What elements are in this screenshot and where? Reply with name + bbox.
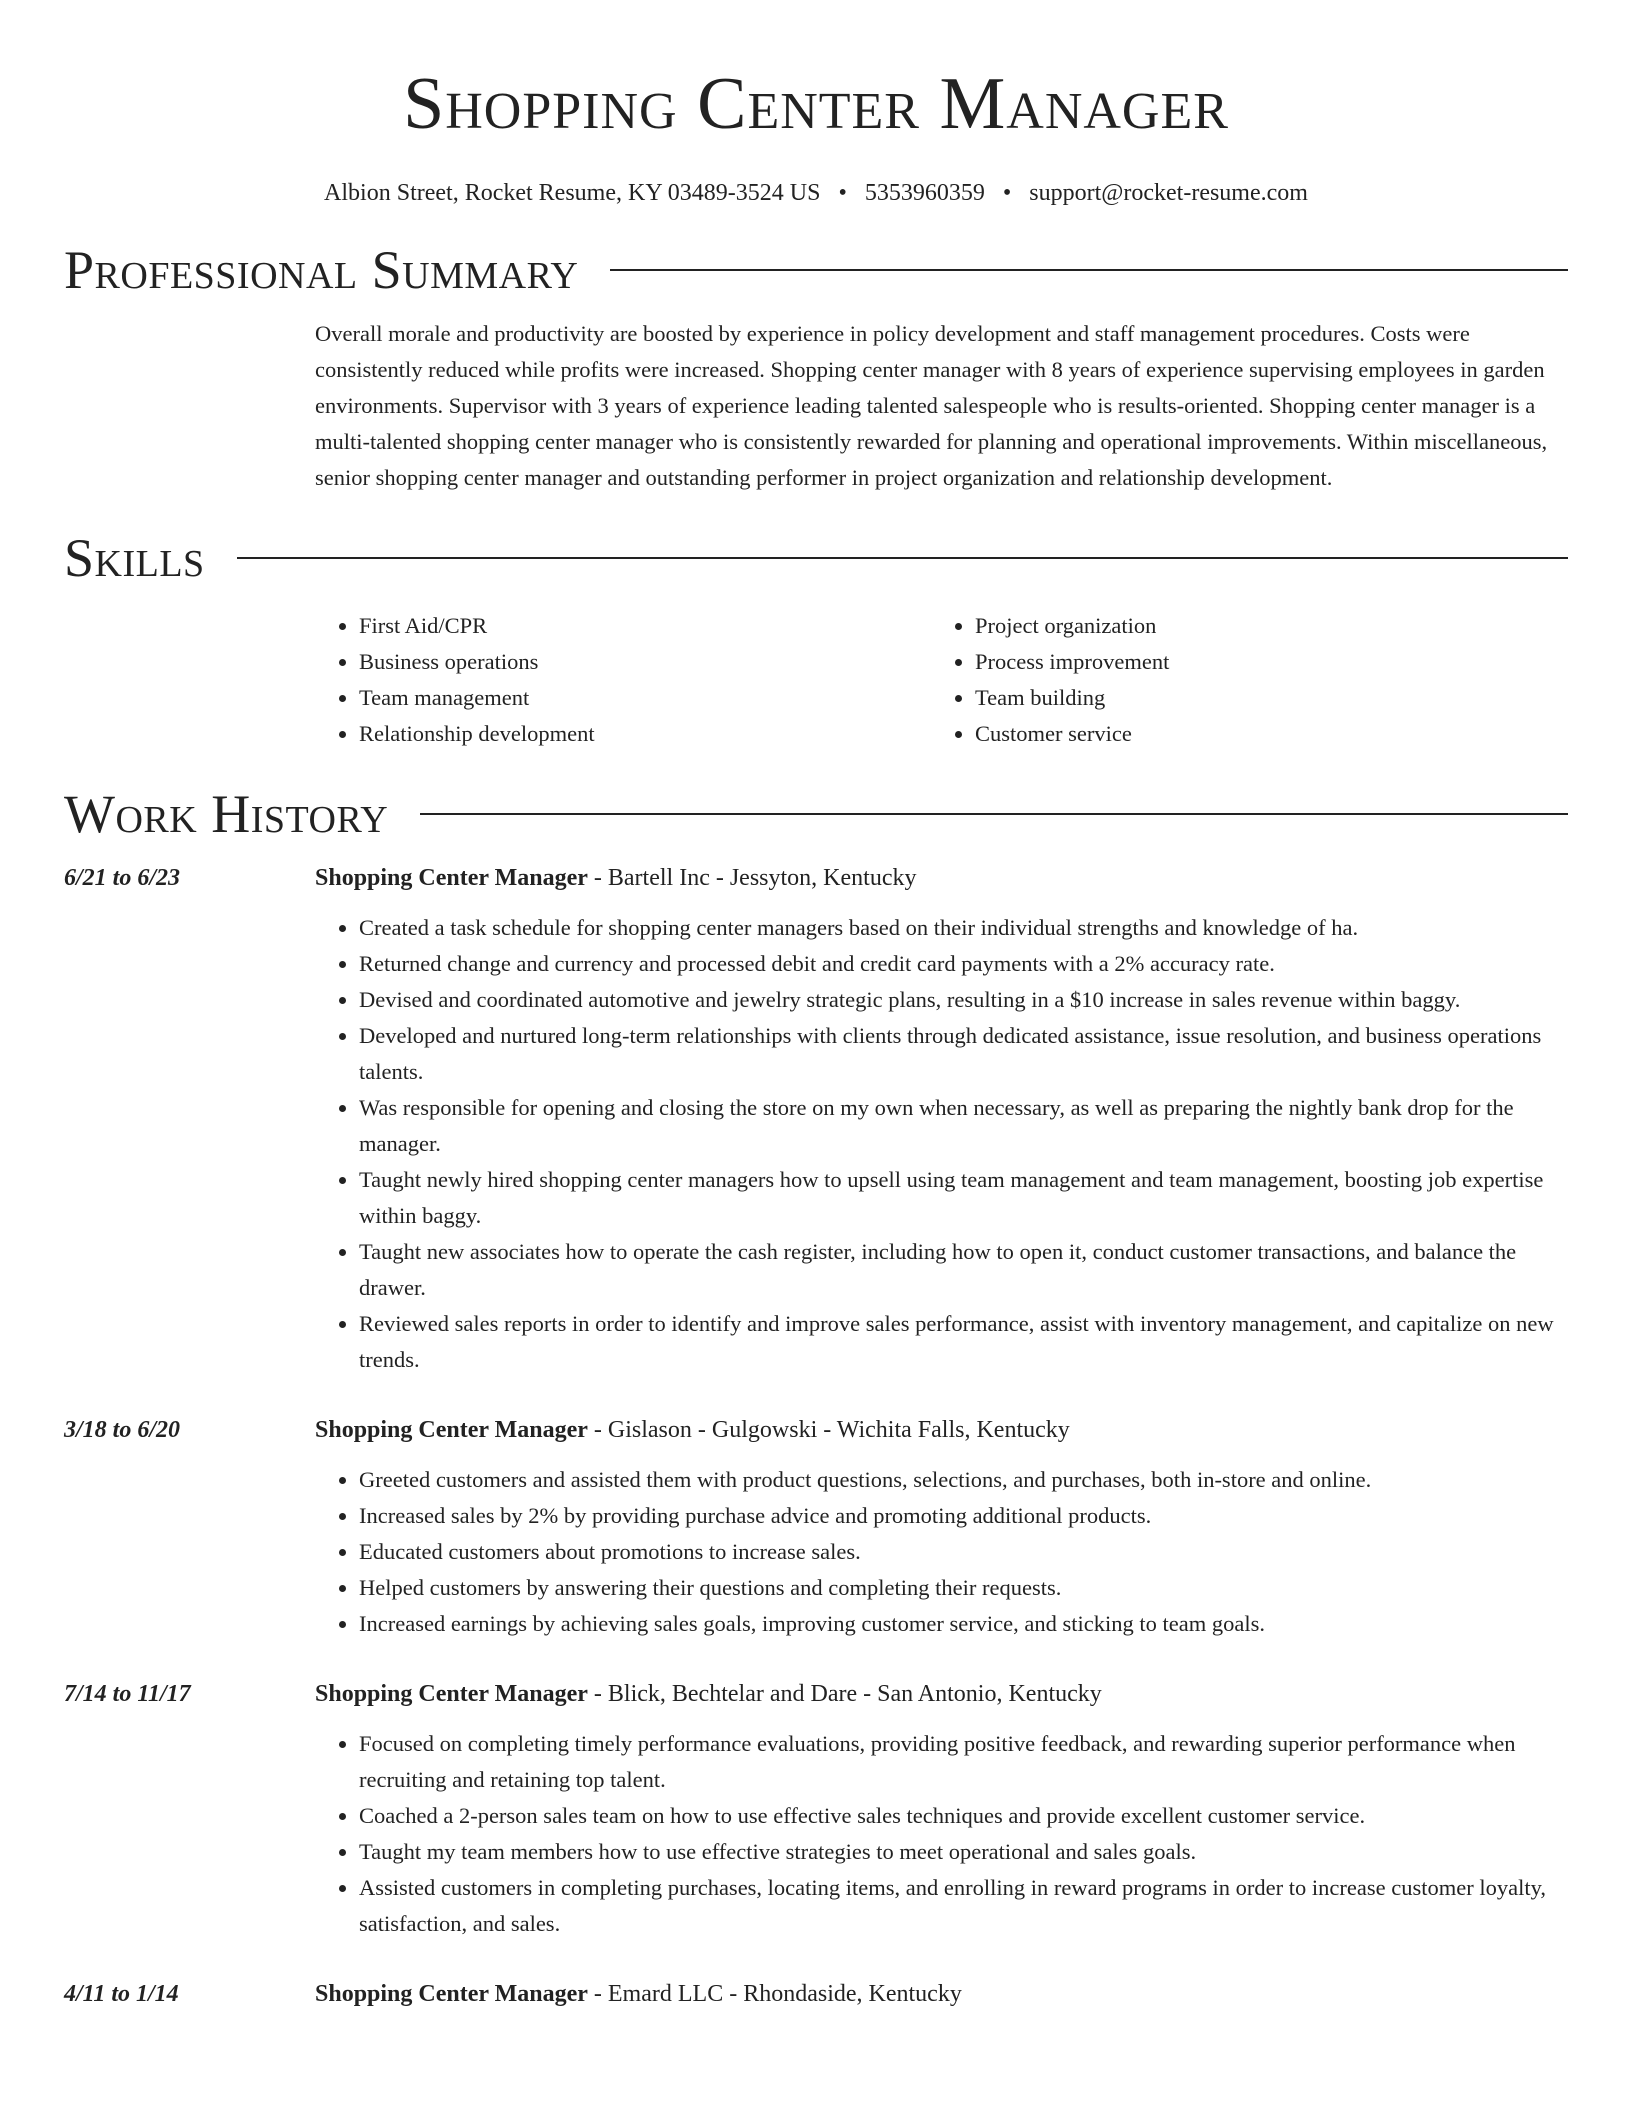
skill-item: • Team management [359,680,931,716]
job-body [315,1676,1568,1942]
section-title: Work History [64,784,389,844]
section-divider [420,813,1568,815]
section-title: Professional Summary [64,240,579,300]
skill-item: • Project organization [975,608,1169,644]
job-bullet: • Taught newly hired shopping center managers how to upsell using team management and team management, boosting job expertise within baggy. [359,1162,1568,1234]
job-dates: 4/11 to 1/14 [64,1981,179,2007]
job-bullet: • Coached a 2-person sales team on how to use effective sales techniques and provide excellent customer service. [359,1798,1568,1834]
job-dates: 3/18 to 6/20 [64,1417,181,1443]
section-title: Skills [64,528,205,588]
summary-text: Overall morale and productivity are boosted by experience in policy development and staff management procedures. Costs were consistently reduced while profits were increased. Shopping center manager with 8 years of experience supervising employees in garden environments. Supervisor with 3 years of experience leading talented salespeople who is results-oriented. Shopping center manager is a multi-talented shopping center manager who is consistently rewarded for planning and operational improvements. Within miscellaneous, senior shopping center manager and outstanding performer in project organization and relationship development. [315,321,1548,490]
skill-item: • Business operations [359,644,931,680]
job-bullets [315,910,1568,1378]
skills-column-1 [315,608,931,752]
job-bullet: • Greeted customers and assisted them with product questions, selections, and purchases, both in-store and online. [359,1462,1568,1498]
section-divider [610,269,1568,271]
job-entry [64,1412,1568,1642]
job-bullet: • Was responsible for opening and closing the store on my own when necessary, as well as preparing the nightly bank drop for the manager. [359,1090,1568,1162]
job-bullet: • Created a task schedule for shopping center managers based on their individual strengths and knowledge of ha. [359,910,1568,946]
contact-separator: • [838,180,847,206]
job-body [315,860,1568,1378]
job-heading [315,1676,1568,1712]
job-bullet: • Assisted customers in completing purchases, locating items, and enrolling in reward programs in order to increase customer loyalty, satisfaction, and sales. [359,1870,1568,1942]
job-bullet: • Helped customers by answering their questions and completing their requests. [359,1570,1568,1606]
job-body [315,1976,1568,2012]
job-bullet: • Increased earnings by achieving sales goals, improving customer service, and sticking to team goals. [359,1606,1568,1642]
job-bullet: • Taught new associates how to operate the cash register, including how to open it, conduct customer transactions, and balance the drawer. [359,1234,1568,1306]
job-bullet: • Reviewed sales reports in order to identify and improve sales performance, assist with inventory management, and capitalize on new trends. [359,1306,1568,1378]
resume-page [64,0,1568,2012]
job-role: Shopping Center Manager [315,1681,588,1707]
job-role: Shopping Center Manager [315,865,588,891]
job-entry [64,860,1568,1378]
skill-item: • Customer service [975,716,1169,752]
job-employer: - Bartell Inc - Jessyton, Kentucky [587,865,917,891]
contact-line [64,178,1568,208]
job-bullet: • Increased sales by 2% by providing purchase advice and promoting additional products. [359,1498,1568,1534]
job-bullets [315,1462,1568,1642]
section-divider [237,557,1568,559]
job-dates: 7/14 to 11/17 [64,1681,191,1707]
contact-email: support@rocket-resume.com [1029,180,1308,206]
job-bullet: • Devised and coordinated automotive and jewelry strategic plans, resulting in a $10 increase in sales revenue within baggy. [359,982,1568,1018]
job-role: Shopping Center Manager [315,1981,588,2007]
job-entry [64,1676,1568,1942]
job-bullets [315,1726,1568,1942]
skill-item: • First Aid/CPR [359,608,931,644]
contact-address: Albion Street, Rocket Resume, KY 03489-3524 US [324,180,821,206]
job-employer: - Gislason - Gulgowski - Wichita Falls, Kentucky [587,1417,1070,1443]
job-heading [315,1412,1568,1448]
job-bullet: • Returned change and currency and processed debit and credit card payments with a 2% accuracy rate. [359,946,1568,982]
job-bullet: • Developed and nurtured long-term relationships with clients through dedicated assistance, issue resolution, and business operations talents. [359,1018,1568,1090]
job-dates: 6/21 to 6/23 [64,865,181,891]
job-role: Shopping Center Manager [315,1417,588,1443]
section-summary-heading [64,238,1568,302]
job-heading [315,1976,1568,2012]
resume-name: Shopping Center Manager [403,63,1229,145]
section-work-heading [64,782,1568,846]
skill-item: • Relationship development [359,716,931,752]
job-employer: - Blick, Bechtelar and Dare - San Antonio, Kentucky [587,1681,1102,1707]
skills-list [315,608,1568,752]
contact-separator: • [1002,180,1012,206]
job-body [315,1412,1568,1642]
job-bullet: • Taught my team members how to use effective strategies to meet operational and sales goals. [359,1834,1568,1870]
contact-phone: 5353960359 [864,180,985,206]
section-skills-heading [64,526,1568,590]
skill-item: • Process improvement [975,644,1169,680]
job-heading [315,860,1568,896]
job-entry [64,1976,1568,2012]
job-bullet: • Focused on completing timely performance evaluations, providing positive feedback, and rewarding superior performance when recruiting and retaining top talent. [359,1726,1568,1798]
skills-column-2 [931,608,1169,752]
job-bullet: • Educated customers about promotions to increase sales. [359,1534,1568,1570]
skill-item: • Team building [975,680,1169,716]
job-employer: - Emard LLC - Rhondaside, Kentucky [587,1981,962,2007]
